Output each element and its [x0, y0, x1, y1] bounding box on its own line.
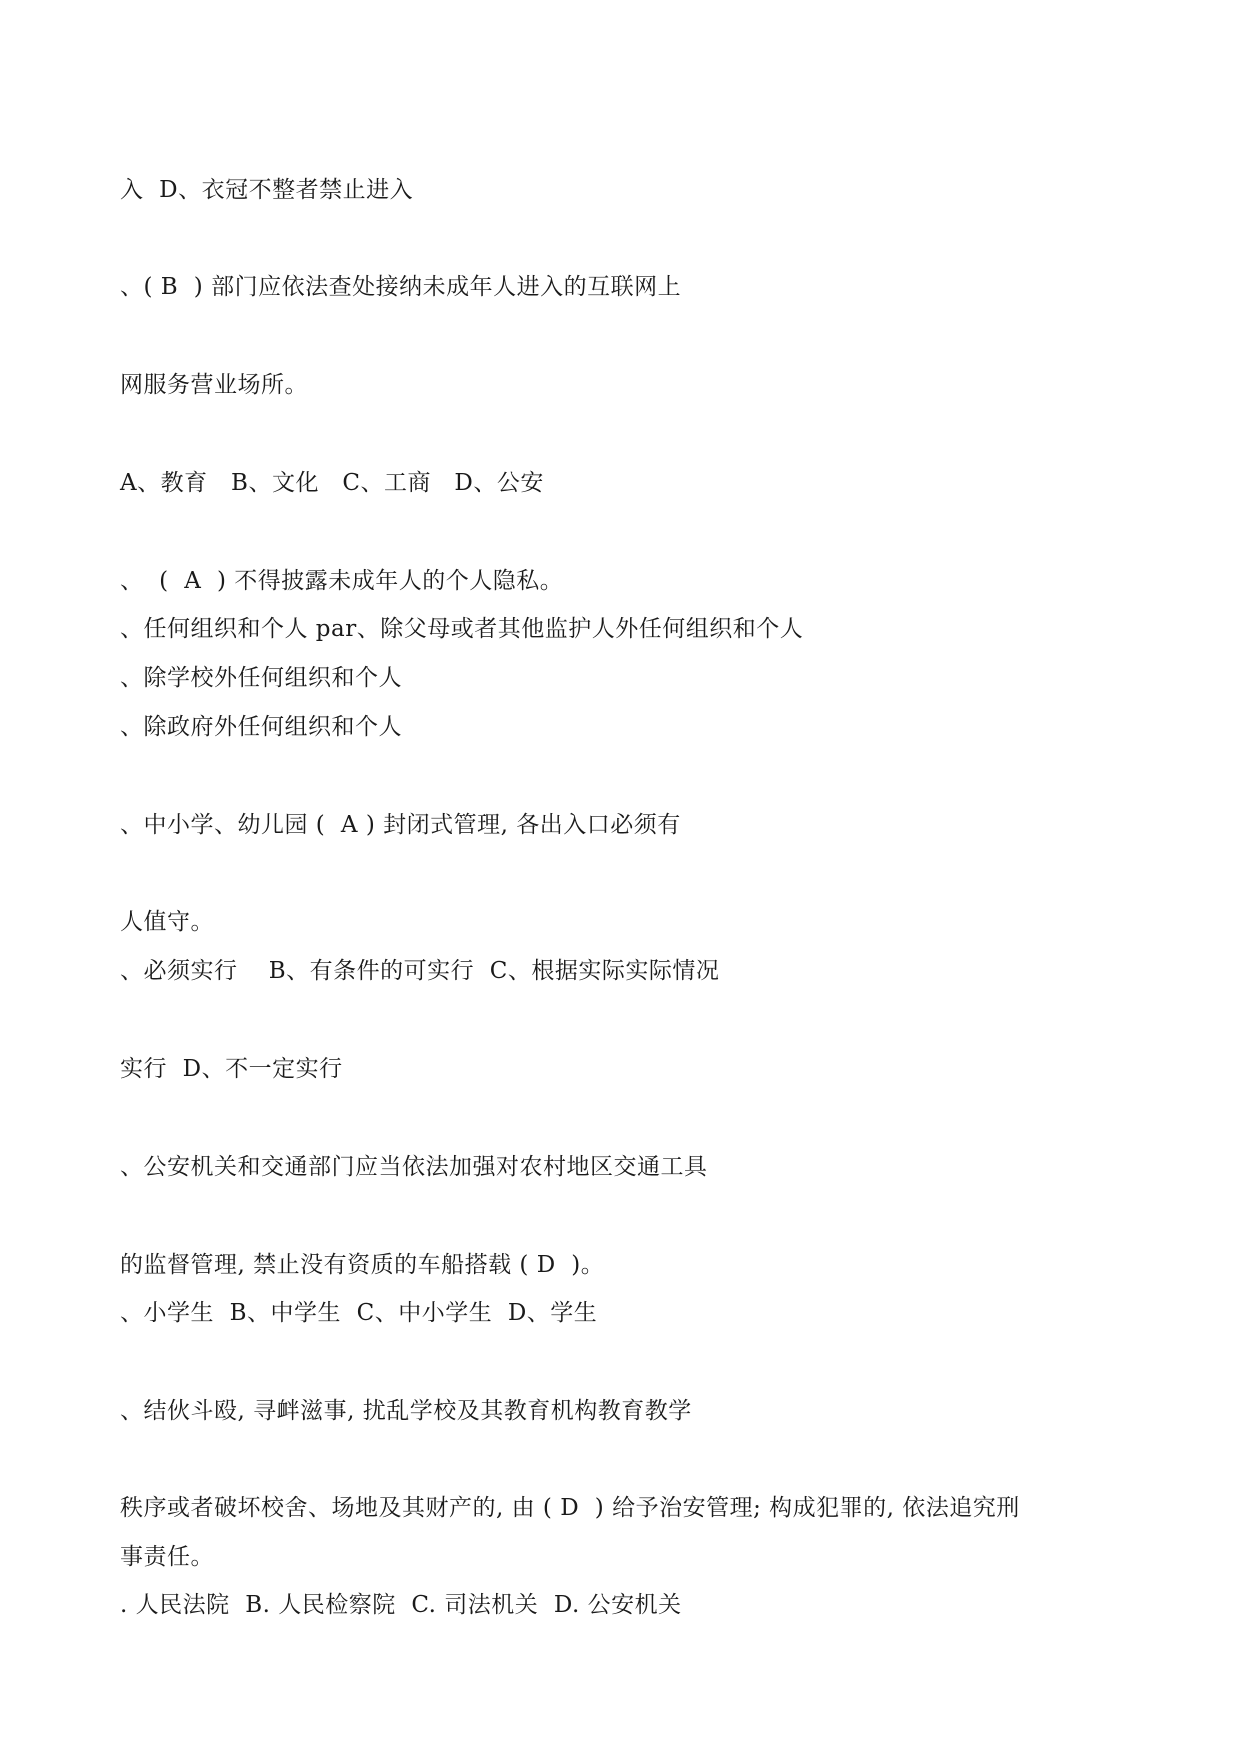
text-line-14: 的监督管理, 禁止没有资质的车船搭载 ( D )。	[120, 1252, 605, 1278]
text-line-3: 网服务营业场所。	[120, 372, 308, 398]
text-line-5: 、 ( A ) 不得披露未成年人的个人隐私。	[120, 568, 564, 594]
text-line-19: . 人民法院 B. 人民检察院 C. 司法机关 D. 公安机关	[120, 1592, 682, 1618]
text-line-9: 、中小学、幼儿园 ( A ) 封闭式管理, 各出入口必须有	[120, 812, 681, 838]
text-line-8: 、除政府外任何组织和个人	[120, 714, 402, 740]
text-line-10: 人值守。	[120, 909, 214, 935]
text-line-2: 、( B ) 部门应依法查处接纳未成年人进入的互联网上	[120, 274, 682, 300]
text-line-11: 、必须实行 B、有条件的可实行 C、根据实际实际情况	[120, 958, 720, 984]
text-line-13: 、公安机关和交通部门应当依法加强对农村地区交通工具	[120, 1154, 708, 1180]
text-line-4: A、教育 B、文化 C、工商 D、公安	[120, 470, 544, 496]
text-line-17: 秩序或者破坏校舍、场地及其财产的, 由 ( D ) 给予治安管理; 构成犯罪的, 依法追究刑	[120, 1495, 1020, 1521]
text-line-15: 、小学生 B、中学生 C、中小学生 D、学生	[120, 1300, 598, 1326]
text-line-7: 、除学校外任何组织和个人	[120, 665, 402, 691]
text-line-16: 、结伙斗殴, 寻衅滋事, 扰乱学校及其教育机构教育教学	[120, 1398, 692, 1424]
text-line-18: 事责任。	[120, 1544, 214, 1570]
text-line-6: 、任何组织和个人 par、除父母或者其他监护人外任何组织和个人	[120, 616, 804, 642]
text-line-12: 实行 D、不一定实行	[120, 1056, 343, 1082]
text-line-1: 入 D、衣冠不整者禁止进入	[120, 177, 414, 203]
